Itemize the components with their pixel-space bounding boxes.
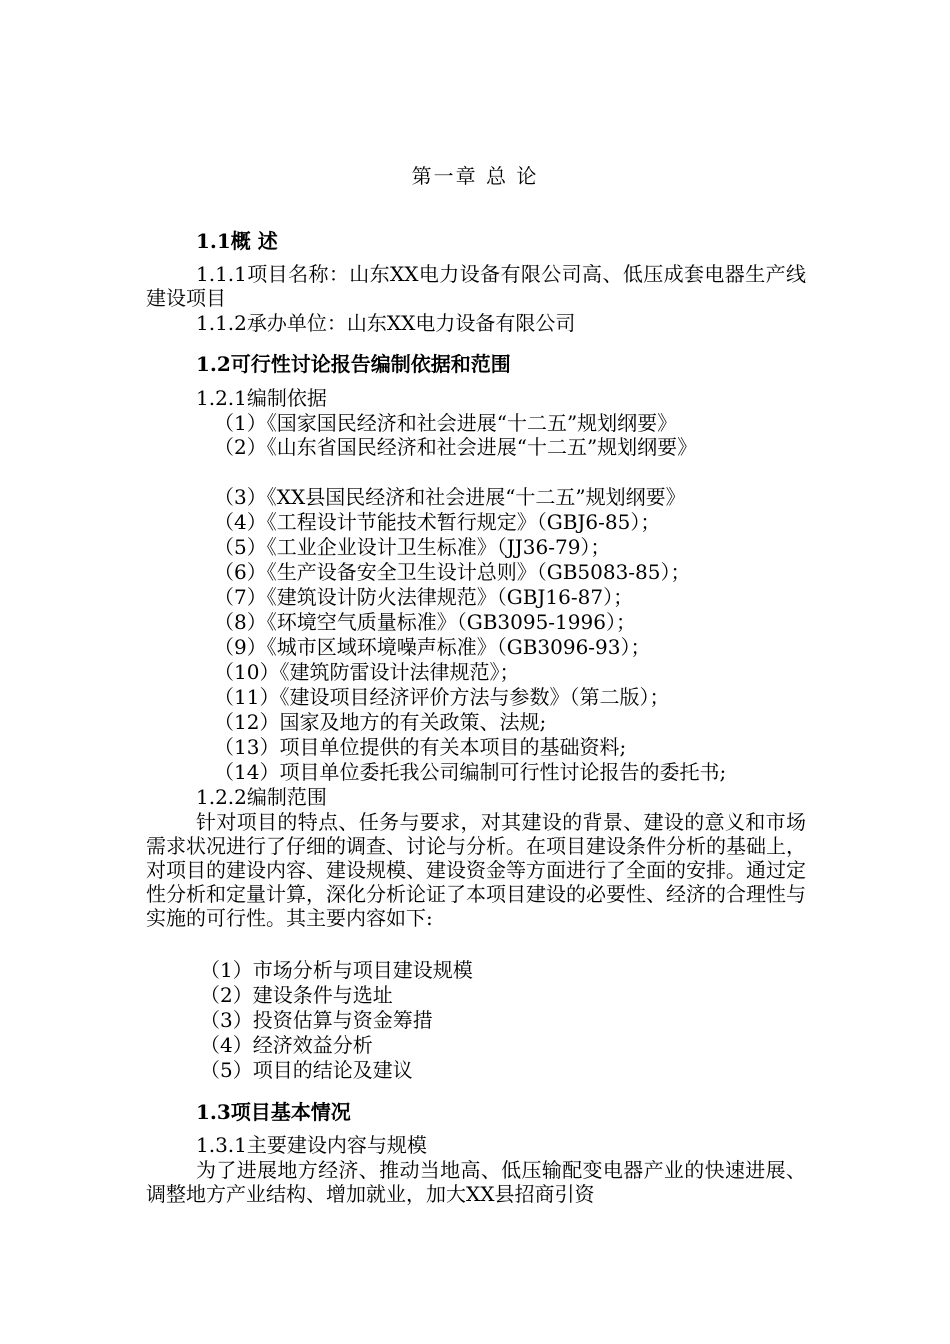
section-heading-1-1: 1.1概 述 [196, 229, 278, 253]
basis-item: （3）《XX县国民经济和社会进展“十二五”规划纲要》 [214, 485, 686, 509]
basis-item: （5）《工业企业设计卫生标准》（JJ36-79）； [214, 535, 611, 559]
subsection-heading-1-2-1: 1.2.1编制依据 [196, 386, 327, 410]
basis-item: （4）《工程设计节能技术暂行规定》（GBJ6-85）； [214, 510, 661, 534]
basis-item: （1）《国家国民经济和社会进展“十二五”规划纲要》 [214, 411, 678, 435]
basis-item: （14）项目单位委托我公司编制可行性讨论报告的委托书; [214, 760, 727, 784]
basis-item: （6）《生产设备安全卫生设计总则》（GB5083-85）； [214, 560, 691, 584]
contents-item: （4）经济效益分析 [200, 1033, 373, 1057]
basis-item: （13）项目单位提供的有关本项目的基础资料; [214, 735, 627, 759]
contents-item: （3）投资估算与资金筹措 [200, 1008, 433, 1032]
subsection-heading-1-2-2: 1.2.2编制范围 [196, 785, 327, 809]
section-heading-1-3: 1.3项目基本情况 [196, 1100, 351, 1124]
basic-info-paragraph: 为了进展地方经济、推动当地高、低压输配变电器产业的快速进展、调整地方产业结构、增加就业，加大XX县招商引资 [146, 1158, 806, 1206]
basis-item: （12）国家及地方的有关政策、法规; [214, 710, 547, 734]
contents-item: （5）项目的结论及建议 [200, 1058, 413, 1082]
basis-item: （11）《建设项目经济评价方法与参数》（第二版）； [214, 685, 670, 709]
basis-item: （9）《城市区域环境噪声标准》（GB3096-93）； [214, 635, 651, 659]
subsection-heading-1-3-1: 1.3.1主要建设内容与规模 [196, 1133, 427, 1157]
sponsor-unit-line: 1.1.2承办单位：山东XX电力设备有限公司 [196, 311, 576, 335]
basis-item: （10）《建筑防雷设计法律规范》； [214, 660, 520, 684]
basis-item: （7）《建筑设计防火法律规范》（GBJ16-87）； [214, 585, 634, 609]
contents-item: （2）建设条件与选址 [200, 983, 393, 1007]
section-heading-1-2: 1.2可行性讨论报告编制依据和范围 [196, 352, 511, 376]
scope-paragraph: 针对项目的特点、任务与要求，对其建设的背景、建设的意义和市场需求状况进行了仔细的调查、讨论与分析。在项目建设条件分析的基础上，对项目的建设内容、建设规模、建设资金等方面进行了全面的安排。通过定性分析和定量计算，深化分析论证了本项目建设的必要性、经济的合理性与实施的可行性。其主要内容如下: [146, 810, 806, 930]
contents-item: （1）市场分析与项目建设规模 [200, 958, 473, 982]
basis-item: （2）《山东省国民经济和社会进展“十二五”规划纲要》 [214, 435, 698, 459]
chapter-title: 第一章 总 论 [411, 164, 539, 188]
basis-item: （8）《环境空气质量标准》（GB3095-1996）； [214, 610, 636, 634]
project-name-paragraph: 1.1.1项目名称：山东XX电力设备有限公司高、低压成套电器生产线建设项目 [146, 262, 806, 310]
